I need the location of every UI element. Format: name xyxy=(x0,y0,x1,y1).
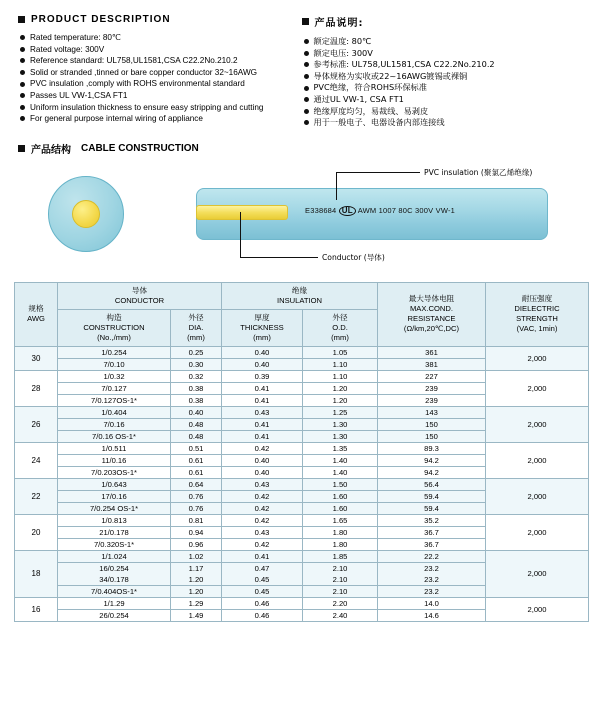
table-row xyxy=(15,442,589,454)
list-item-text: Rated voltage: 300V xyxy=(30,44,105,54)
dot-bullet-icon xyxy=(304,86,309,91)
header-dia-en: DIA. xyxy=(188,322,204,332)
cell-thickness: 0.41 xyxy=(222,430,303,442)
cell-od: 1.30 xyxy=(303,418,378,430)
cell-od: 2.10 xyxy=(303,585,378,597)
cell-resistance: 150 xyxy=(378,418,486,430)
cable-construction-title-cn: 产品结构 xyxy=(31,144,71,156)
cell-resistance: 227 xyxy=(378,370,486,382)
cell-dia: 0.64 xyxy=(171,478,222,490)
header-resistance xyxy=(378,282,486,346)
header-resistance-unit: (Ω/km,20℃,DC) xyxy=(403,324,460,334)
header-dielectric-en1: DIELECTRIC xyxy=(514,304,560,314)
list-item-text: 导体规格为实收或22~16AWG镀锡或裸铜 xyxy=(313,70,468,81)
cell-construction: 1/0.643 xyxy=(58,478,171,490)
header-group-conductor xyxy=(58,282,222,309)
cable-diagram xyxy=(0,160,603,278)
cell-od: 1.50 xyxy=(303,478,378,490)
cell-thickness: 0.41 xyxy=(222,394,303,406)
header-dielectric-unit: (VAC, 1min) xyxy=(516,324,558,334)
cell-awg: 16 xyxy=(15,597,58,621)
cross-section-conductor xyxy=(72,200,100,228)
list-item xyxy=(20,44,302,56)
table-row xyxy=(15,514,589,526)
cell-dia: 0.94 xyxy=(171,526,222,538)
cell-construction: 1/0.254 xyxy=(58,346,171,358)
description-title-en-text: PRODUCT DESCRIPTION xyxy=(31,14,171,25)
cell-od: 1.80 xyxy=(303,526,378,538)
list-item-text: 额定温度: 80℃ xyxy=(313,36,372,46)
cell-resistance: 143 xyxy=(378,406,486,418)
description-title-cn xyxy=(302,14,586,29)
cell-thickness: 0.40 xyxy=(222,346,303,358)
table-row xyxy=(15,550,589,562)
description-chinese-column xyxy=(302,14,586,129)
cell-dielectric: 2,000 xyxy=(486,370,589,406)
cell-dia: 0.76 xyxy=(171,490,222,502)
header-construction xyxy=(58,309,171,346)
table-row xyxy=(15,478,589,490)
cell-construction: 7/0.320S-1* xyxy=(58,538,171,550)
cell-od: 1.05 xyxy=(303,346,378,358)
cell-resistance: 239 xyxy=(378,394,486,406)
header-dia xyxy=(171,309,222,346)
cell-awg: 22 xyxy=(15,478,58,514)
cell-awg: 26 xyxy=(15,406,58,442)
list-item xyxy=(20,78,302,90)
cell-od: 2.40 xyxy=(303,609,378,621)
ul-logo-icon: UL xyxy=(339,206,356,216)
cell-construction: 1/1.024 xyxy=(58,550,171,562)
cell-dia: 1.17 xyxy=(171,562,222,574)
header-od-unit: (mm) xyxy=(331,332,349,342)
cell-resistance: 35.2 xyxy=(378,514,486,526)
list-item-text: For general purpose internal wiring of appliance xyxy=(30,114,203,124)
cell-thickness: 0.39 xyxy=(222,370,303,382)
cell-od: 1.60 xyxy=(303,490,378,502)
cell-construction: 26/0.254 xyxy=(58,609,171,621)
cell-resistance: 239 xyxy=(378,382,486,394)
cell-thickness: 0.40 xyxy=(222,358,303,370)
cell-thickness: 0.46 xyxy=(222,597,303,609)
cell-dia: 0.25 xyxy=(171,346,222,358)
cell-resistance: 94.2 xyxy=(378,466,486,478)
cell-resistance: 89.3 xyxy=(378,442,486,454)
header-group-insulation-cn: 绝缘 xyxy=(291,285,308,295)
list-item xyxy=(304,48,586,60)
cell-construction: 16/0.254 xyxy=(58,562,171,574)
table-row xyxy=(15,346,589,358)
cable-construction-title xyxy=(0,129,603,156)
header-awg-cn: 规格 xyxy=(28,304,44,314)
cell-od: 1.35 xyxy=(303,442,378,454)
cell-dia: 0.48 xyxy=(171,430,222,442)
list-item-text: 通过UL VW-1, CSA FT1 xyxy=(313,93,404,104)
cell-awg: 24 xyxy=(15,442,58,478)
dot-bullet-icon xyxy=(304,74,309,79)
cell-resistance: 14.6 xyxy=(378,609,486,621)
cell-construction: 7/0.127OS-1* xyxy=(58,394,171,406)
header-resistance-cn: 最大导体电阻 xyxy=(408,294,455,304)
header-od-en: O.D. xyxy=(332,322,348,332)
table-body xyxy=(15,346,589,621)
header-thickness-unit: (mm) xyxy=(253,332,271,342)
description-title-en xyxy=(18,14,302,25)
cell-resistance: 14.0 xyxy=(378,597,486,609)
header-dielectric xyxy=(486,282,589,346)
header-resistance-en2: RESISTANCE xyxy=(407,314,456,324)
cell-thickness: 0.42 xyxy=(222,502,303,514)
table-header-group-row xyxy=(15,282,589,309)
header-dielectric-en2: STRENGTH xyxy=(516,314,558,324)
dot-bullet-icon xyxy=(304,51,309,56)
dot-bullet-icon xyxy=(304,109,309,114)
list-item xyxy=(20,102,302,114)
header-group-conductor-cn: 导体 xyxy=(131,285,148,295)
cell-dia: 0.51 xyxy=(171,442,222,454)
square-bullet-icon xyxy=(302,18,309,25)
cell-dia: 1.29 xyxy=(171,597,222,609)
header-awg xyxy=(15,282,58,346)
header-dia-cn: 外径 xyxy=(188,312,204,322)
cell-thickness: 0.40 xyxy=(222,466,303,478)
cell-thickness: 0.42 xyxy=(222,514,303,526)
cell-dielectric: 2,000 xyxy=(486,442,589,478)
cell-resistance: 22.2 xyxy=(378,550,486,562)
cell-resistance: 59.4 xyxy=(378,502,486,514)
cell-dia: 0.38 xyxy=(171,382,222,394)
list-item xyxy=(304,94,586,106)
cell-od: 1.40 xyxy=(303,466,378,478)
cell-awg: 28 xyxy=(15,370,58,406)
description-list-cn xyxy=(304,36,586,129)
cable-print-text xyxy=(305,206,455,216)
cell-construction: 7/0.254 OS-1* xyxy=(58,502,171,514)
cell-resistance: 23.2 xyxy=(378,574,486,586)
cell-thickness: 0.42 xyxy=(222,538,303,550)
header-thickness-cn: 厚度 xyxy=(254,312,270,322)
cell-construction: 7/0.203OS-1* xyxy=(58,466,171,478)
ul-file-number: E338684 xyxy=(305,205,337,215)
cell-construction: 7/0.16 OS-1* xyxy=(58,430,171,442)
list-item-text: PVC insulation ,comply with ROHS environmental standard xyxy=(30,79,245,89)
cell-od: 1.20 xyxy=(303,382,378,394)
cell-od: 1.20 xyxy=(303,394,378,406)
cell-thickness: 0.41 xyxy=(222,418,303,430)
list-item xyxy=(20,32,302,44)
cell-dia: 0.38 xyxy=(171,394,222,406)
dot-bullet-icon xyxy=(20,116,25,121)
header-od xyxy=(303,309,378,346)
cell-dia: 0.81 xyxy=(171,514,222,526)
cell-thickness: 0.41 xyxy=(222,382,303,394)
cell-construction: 11/0.16 xyxy=(58,454,171,466)
cable-construction-title-en: CABLE CONSTRUCTION xyxy=(81,142,199,154)
list-item-text: 额定电压: 300V xyxy=(313,47,373,58)
dot-bullet-icon xyxy=(20,70,25,75)
list-item xyxy=(304,82,586,94)
header-group-conductor-en: CONDUCTOR xyxy=(114,295,165,305)
list-item xyxy=(304,71,586,83)
cell-construction: 1/1.29 xyxy=(58,597,171,609)
cell-dia: 0.48 xyxy=(171,418,222,430)
cell-construction: 7/0.10 xyxy=(58,358,171,370)
cell-thickness: 0.45 xyxy=(222,585,303,597)
cell-od: 1.80 xyxy=(303,538,378,550)
cell-dia: 1.02 xyxy=(171,550,222,562)
cell-construction: 21/0.178 xyxy=(58,526,171,538)
cell-construction: 1/0.813 xyxy=(58,514,171,526)
cell-dielectric: 2,000 xyxy=(486,514,589,550)
cell-thickness: 0.43 xyxy=(222,406,303,418)
cell-od: 2.10 xyxy=(303,562,378,574)
cell-thickness: 0.42 xyxy=(222,442,303,454)
header-od-cn: 外径 xyxy=(332,312,348,322)
table-row xyxy=(15,597,589,609)
header-group-insulation xyxy=(222,282,378,309)
list-item-text: Solid or stranded ,tinned or bare copper conductor 32~16AWG xyxy=(30,67,258,77)
dot-bullet-icon xyxy=(304,62,309,67)
header-resistance-en1: MAX.COND. xyxy=(409,304,454,314)
cell-od: 1.40 xyxy=(303,454,378,466)
cell-dielectric: 2,000 xyxy=(486,597,589,621)
cell-dielectric: 2,000 xyxy=(486,406,589,442)
description-list-en xyxy=(20,32,302,125)
cell-resistance: 381 xyxy=(378,358,486,370)
header-dielectric-cn: 耐压强度 xyxy=(521,294,553,304)
description-title-cn-text: 产品说明: xyxy=(314,18,364,29)
dot-bullet-icon xyxy=(20,35,25,40)
cell-resistance: 361 xyxy=(378,346,486,358)
cell-thickness: 0.41 xyxy=(222,550,303,562)
product-description-section xyxy=(0,0,603,129)
cable-spec-text: AWM 1007 80C 300V VW-1 xyxy=(357,205,456,215)
table-row xyxy=(15,370,589,382)
list-item xyxy=(304,106,586,118)
dot-bullet-icon xyxy=(20,58,25,63)
cell-awg: 20 xyxy=(15,514,58,550)
cell-od: 2.20 xyxy=(303,597,378,609)
cell-construction: 1/0.32 xyxy=(58,370,171,382)
cell-od: 2.10 xyxy=(303,574,378,586)
cell-thickness: 0.47 xyxy=(222,562,303,574)
cell-od: 1.60 xyxy=(303,502,378,514)
header-construction-unit: (No.,/mm) xyxy=(97,332,131,342)
cell-thickness: 0.43 xyxy=(222,478,303,490)
label-conductor: Conductor (导体) xyxy=(322,252,385,262)
header-awg-en: AWG xyxy=(27,314,45,324)
list-item xyxy=(304,36,586,48)
cell-construction: 7/0.127 xyxy=(58,382,171,394)
header-group-insulation-en: INSULATION xyxy=(276,295,322,305)
header-construction-en: CONSTRUCTION xyxy=(83,322,145,332)
cell-dia: 0.76 xyxy=(171,502,222,514)
cell-resistance: 36.7 xyxy=(378,526,486,538)
list-item-text: Rated temperature: 80℃ xyxy=(30,33,122,42)
cell-resistance: 23.2 xyxy=(378,562,486,574)
dot-bullet-icon xyxy=(20,82,25,87)
table-row xyxy=(15,406,589,418)
list-item xyxy=(304,59,586,71)
list-item-text: Reference standard: UL758,UL1581,CSA C22.2No.210.2 xyxy=(30,56,238,66)
description-english-column xyxy=(18,14,302,129)
cell-od: 1.65 xyxy=(303,514,378,526)
cell-thickness: 0.46 xyxy=(222,609,303,621)
list-item-text: Uniform insulation thickness to ensure easy stripping and cutting xyxy=(30,102,264,112)
list-item-text: 绝缘厚度均匀，易裁线、易剥皮 xyxy=(313,105,429,116)
leader-line-conductor-vertical xyxy=(240,212,241,258)
list-item-text: Passes UL VW-1,CSA FT1 xyxy=(30,90,128,100)
cell-resistance: 36.7 xyxy=(378,538,486,550)
cell-od: 1.10 xyxy=(303,370,378,382)
cell-resistance: 150 xyxy=(378,430,486,442)
list-item-text: PVC绝缘，符合ROHS环保标准 xyxy=(313,82,427,93)
list-item xyxy=(20,55,302,67)
cell-construction: 1/0.511 xyxy=(58,442,171,454)
table-header xyxy=(15,282,589,346)
cell-dia: 0.30 xyxy=(171,358,222,370)
cell-dia: 0.40 xyxy=(171,406,222,418)
square-bullet-icon xyxy=(18,145,25,152)
cell-od: 1.25 xyxy=(303,406,378,418)
cell-thickness: 0.43 xyxy=(222,526,303,538)
cell-dia: 0.32 xyxy=(171,370,222,382)
cell-construction: 7/0.16 xyxy=(58,418,171,430)
leader-line-insulation-vertical xyxy=(336,172,337,200)
cell-resistance: 94.2 xyxy=(378,454,486,466)
cell-dia: 0.96 xyxy=(171,538,222,550)
cell-thickness: 0.40 xyxy=(222,454,303,466)
dot-bullet-icon xyxy=(304,39,309,44)
cell-thickness: 0.42 xyxy=(222,490,303,502)
cell-od: 1.10 xyxy=(303,358,378,370)
header-thickness xyxy=(222,309,303,346)
leader-line-insulation-horizontal xyxy=(336,172,420,173)
cable-conductor-core xyxy=(196,205,288,220)
cell-dielectric: 2,000 xyxy=(486,478,589,514)
header-dia-unit: (mm) xyxy=(187,332,205,342)
cell-dia: 1.49 xyxy=(171,609,222,621)
square-bullet-icon xyxy=(18,16,25,23)
dot-bullet-icon xyxy=(20,105,25,110)
cell-resistance: 23.2 xyxy=(378,585,486,597)
cell-od: 1.30 xyxy=(303,430,378,442)
specification-table xyxy=(14,282,589,622)
cell-od: 1.85 xyxy=(303,550,378,562)
cell-dia: 0.61 xyxy=(171,454,222,466)
cell-resistance: 59.4 xyxy=(378,490,486,502)
cell-resistance: 56.4 xyxy=(378,478,486,490)
leader-line-conductor-horizontal xyxy=(240,257,318,258)
cell-thickness: 0.45 xyxy=(222,574,303,586)
cell-dielectric: 2,000 xyxy=(486,346,589,370)
cell-dia: 0.61 xyxy=(171,466,222,478)
list-item-text: 参考标准: UL758,UL1581,CSA C22.2No.210.2 xyxy=(313,59,495,70)
dot-bullet-icon xyxy=(304,120,309,125)
cell-construction: 7/0.404OS-1* xyxy=(58,585,171,597)
cell-awg: 30 xyxy=(15,346,58,370)
header-construction-cn: 构造 xyxy=(106,312,122,322)
dot-bullet-icon xyxy=(20,47,25,52)
cell-dia: 1.20 xyxy=(171,585,222,597)
list-item xyxy=(20,90,302,102)
cell-dielectric: 2,000 xyxy=(486,550,589,597)
label-insulation: PVC insulation (聚氯乙烯绝缘) xyxy=(424,167,533,177)
list-item xyxy=(304,117,586,129)
list-item-text: 用于一般电子、电器设备内部连接线 xyxy=(313,117,445,128)
header-thickness-en: THICKNESS xyxy=(240,322,284,332)
list-item xyxy=(20,67,302,79)
list-item xyxy=(20,113,302,125)
cell-construction: 1/0.404 xyxy=(58,406,171,418)
cell-construction: 34/0.178 xyxy=(58,574,171,586)
dot-bullet-icon xyxy=(304,97,309,102)
dot-bullet-icon xyxy=(20,93,25,98)
cell-awg: 18 xyxy=(15,550,58,597)
cell-construction: 17/0.16 xyxy=(58,490,171,502)
cell-dia: 1.20 xyxy=(171,574,222,586)
